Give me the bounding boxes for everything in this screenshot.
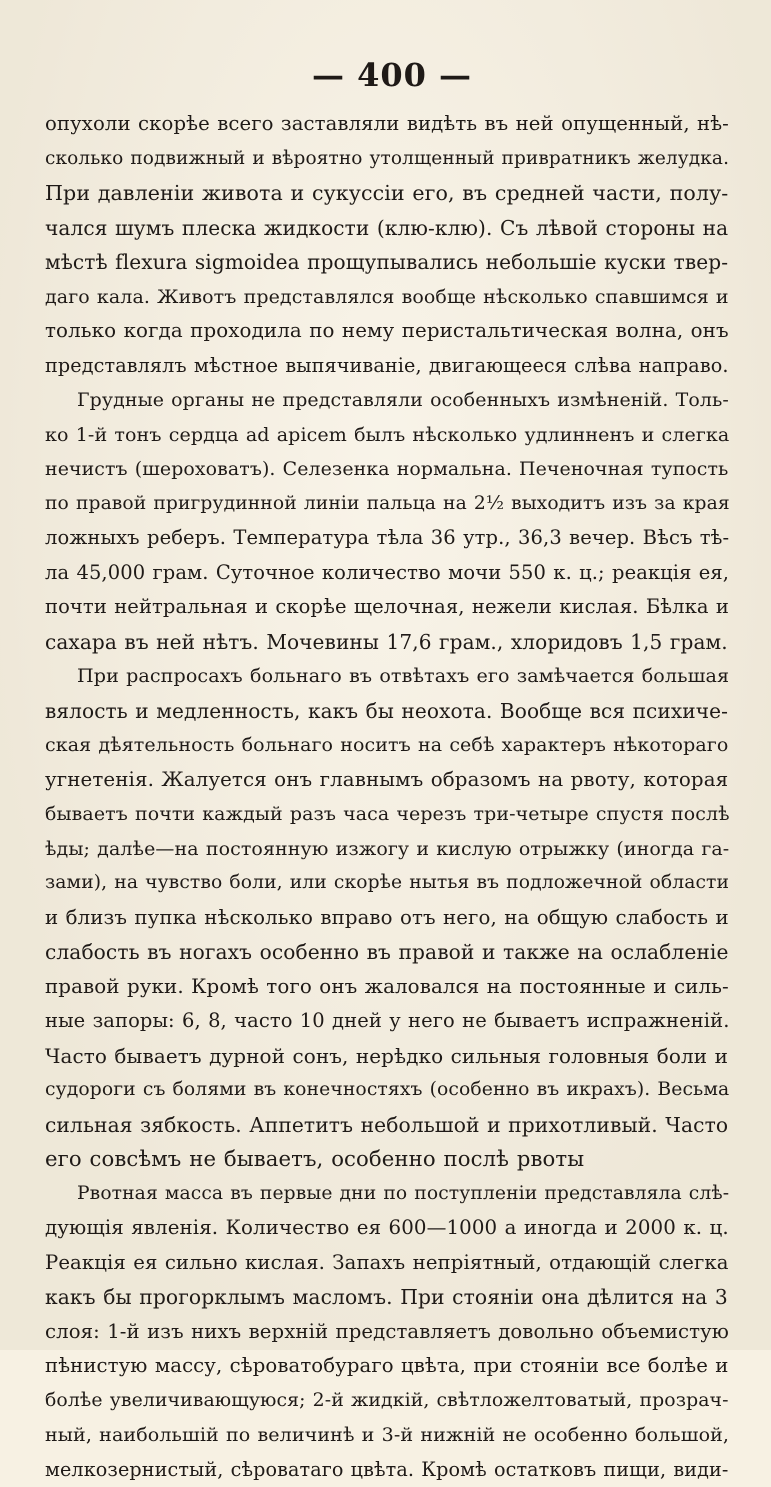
text-line: вялость и медленность, какъ бы неохота. Вообще вся психиче- xyxy=(45,694,731,729)
text-line: зами), на чувство боли, или скорѣе нытья въ подложечной области xyxy=(45,866,731,901)
text-line: почти нейтральная и скорѣе щелочная, нежели кислая. Бѣлка и xyxy=(45,590,731,625)
text-line: ко 1-й тонъ сердца ad apicem былъ нѣсколько удлинненъ и слегка xyxy=(45,418,731,453)
text-line: его совсѣмъ не бываетъ, особенно послѣ рвоты xyxy=(45,1142,731,1177)
text-line: ла 45,000 грам. Суточное количество мочи 550 к. ц.; реакція ея, xyxy=(45,556,731,591)
text-line: сильная зябкость. Аппетитъ небольшой и прихотливый. Часто xyxy=(45,1108,731,1143)
page-number: — 400 — xyxy=(53,55,731,95)
text-line: угнетенія. Жалуется онъ главнымъ образомъ на рвоту, которая xyxy=(45,763,731,798)
text-line: сахара въ ней нѣтъ. Мочевины 17,6 грам., хлоридовъ 1,5 грам. xyxy=(45,625,731,660)
text-line: мелкозернистый, сѣроватаго цвѣта. Кромѣ остатковъ пищи, види- xyxy=(45,1453,731,1487)
text-line: ская дѣятельность больнаго носитъ на себѣ характеръ нѣкотораго xyxy=(45,728,731,763)
text-line: только когда проходила по нему перистальтическая волна, онъ xyxy=(45,314,731,349)
text-line: дующія явленія. Количество ея 600—1000 а иногда и 2000 к. ц. xyxy=(45,1211,731,1246)
text-line: ный, наибольшій по величинѣ и 3-й нижній не особенно большой, xyxy=(45,1418,731,1453)
text-line: ложныхъ реберъ. Температура тѣла 36 утр., 36,3 вечер. Вѣсъ тѣ- xyxy=(45,521,731,556)
text-line: судороги съ болями въ конечностяхъ (особенно въ икрахъ). Весьма xyxy=(45,1073,731,1108)
text-line: пѣнистую массу, сѣроватобураго цвѣта, при стояніи все болѣе и xyxy=(45,1349,731,1384)
text-line: и близъ пупка нѣсколько вправо отъ него, на общую слабость и xyxy=(45,901,731,936)
text-line: какъ бы прогорклымъ масломъ. При стояніи она дѣлится на 3 xyxy=(45,1280,731,1315)
text-line: чался шумъ плеска жидкости (клю-клю). Съ лѣвой стороны на xyxy=(45,211,731,246)
body-text xyxy=(45,107,731,1487)
text-line: При давленіи живота и сукуссіи его, въ средней части, полу- xyxy=(45,176,731,211)
text-line: слоя: 1-й изъ нихъ верхній представляетъ довольно объемистую xyxy=(45,1315,731,1350)
text-line: Грудные органы не представляли особенныхъ измѣненій. Толь- xyxy=(45,383,731,418)
text-line: представлялъ мѣстное выпячиваніе, двигающееся слѣва направо. xyxy=(45,349,731,384)
text-line: Часто бываетъ дурной сонъ, нерѣдко сильныя головныя боли и xyxy=(45,1039,731,1074)
text-line: слабость въ ногахъ особенно въ правой и также на ослабленіе xyxy=(45,935,731,970)
text-line: опухоли скорѣе всего заставляли видѣть въ ней опущенный, нѣ- xyxy=(45,107,731,142)
text-line: по правой пригрудинной линіи пальца на 2½ выходитъ изъ за края xyxy=(45,487,731,522)
text-line: нечистъ (шероховатъ). Селезенка нормальна. Печеночная тупость xyxy=(45,452,731,487)
text-line: ѣды; далѣе—на постоянную изжогу и кислую отрыжку (иногда га- xyxy=(45,832,731,867)
text-line: Рвотная масса въ первые дни по поступленіи представляла слѣ- xyxy=(45,1177,731,1212)
text-line: правой руки. Кромѣ того онъ жаловался на постоянные и силь- xyxy=(45,970,731,1005)
text-line: болѣе увеличивающуюся; 2-й жидкій, свѣтложелтоватый, прозрач- xyxy=(45,1384,731,1419)
text-line: даго кала. Животъ представлялся вообще нѣсколько спавшимся и xyxy=(45,280,731,315)
text-line: мѣстѣ flexura sigmoidea прощупывались небольшіе куски твер- xyxy=(45,245,731,280)
text-line: Реакція ея сильно кислая. Запахъ непріятный, отдающій слегка xyxy=(45,1246,731,1281)
text-line: бываетъ почти каждый разъ часа черезъ три-четыре спустя послѣ xyxy=(45,797,731,832)
text-line: При распросахъ больнаго въ отвѣтахъ его замѣчается большая xyxy=(45,659,731,694)
text-line: сколько подвижный и вѣроятно утолщенный привратникъ желудка. xyxy=(45,142,731,177)
text-line: ные запоры: 6, 8, часто 10 дней у него не бываетъ испражненій. xyxy=(45,1004,731,1039)
